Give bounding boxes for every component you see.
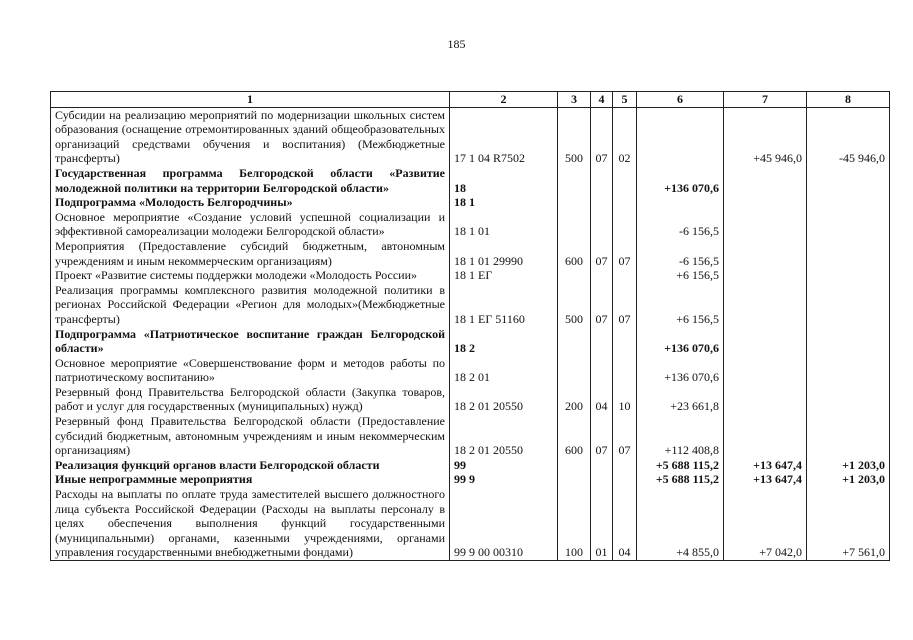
cell-col-7: +13 647,4 [724,458,807,473]
table-row [51,458,890,473]
header-col-4: 4 [591,92,613,108]
cell-col-8: +7 561,0 [807,487,890,560]
cell-col-6: +5 688 115,2 [637,472,724,487]
cell-col-4: 04 [591,385,613,414]
cell-col-7 [724,414,807,458]
cell-col-5 [613,356,637,385]
cell-col-3: 600 [558,239,591,268]
cell-description: Основное мероприятие «Совершенствование форм и методов работы по патриотическому воспитанию» [51,356,450,385]
cell-col-6: +136 070,6 [637,166,724,195]
cell-col-7 [724,283,807,327]
cell-col-5: 10 [613,385,637,414]
cell-description: Иные непрограммные мероприятия [51,472,450,487]
cell-col-5 [613,327,637,356]
cell-col-5: 07 [613,239,637,268]
cell-col-4 [591,472,613,487]
cell-col-8 [807,356,890,385]
cell-col-4 [591,356,613,385]
cell-col-7 [724,210,807,239]
cell-col-8 [807,239,890,268]
cell-col-7: +13 647,4 [724,472,807,487]
cell-col-4 [591,166,613,195]
cell-col-3 [558,458,591,473]
cell-col-8 [807,327,890,356]
cell-col-6: +6 156,5 [637,268,724,283]
cell-col-6: +4 855,0 [637,487,724,560]
header-col-6: 6 [637,92,724,108]
cell-code: 18 1 01 [450,210,558,239]
cell-col-4: 07 [591,107,613,166]
cell-col-8: -45 946,0 [807,107,890,166]
cell-col-8 [807,385,890,414]
cell-col-7 [724,356,807,385]
cell-col-5 [613,210,637,239]
cell-col-4: 01 [591,487,613,560]
header-col-1: 1 [51,92,450,108]
cell-description: Реализация функций органов власти Белгородской области [51,458,450,473]
header-col-5: 5 [613,92,637,108]
table-row [51,487,890,560]
cell-col-6: -6 156,5 [637,210,724,239]
cell-col-3 [558,356,591,385]
cell-col-8 [807,195,890,210]
cell-col-4 [591,268,613,283]
cell-col-5 [613,458,637,473]
cell-col-6 [637,195,724,210]
cell-description: Подпрограмма «Патриотическое воспитание граждан Белгородской области» [51,327,450,356]
page-number: 185 [447,37,466,51]
cell-col-5: 07 [613,283,637,327]
table-row [51,210,890,239]
cell-col-8: +1 203,0 [807,472,890,487]
cell-description: Подпрограмма «Молодость Белгородчины» [51,195,450,210]
cell-col-6: +5 688 115,2 [637,458,724,473]
cell-col-7 [724,239,807,268]
cell-code: 99 9 00 00310 [450,487,558,560]
cell-col-5: 02 [613,107,637,166]
cell-col-7 [724,268,807,283]
cell-col-8 [807,283,890,327]
cell-col-8 [807,268,890,283]
cell-code: 99 [450,458,558,473]
cell-code: 18 1 01 29990 [450,239,558,268]
cell-col-4 [591,195,613,210]
table-row [51,268,890,283]
cell-col-6: -6 156,5 [637,239,724,268]
cell-description: Резервный фонд Правительства Белгородской области (Предоставление субсидий бюджетным, автономным учреждениям и иным некоммерческим организациям) [51,414,450,458]
cell-code: 18 1 ЕГ [450,268,558,283]
cell-col-4 [591,458,613,473]
table-row [51,239,890,268]
cell-col-6: +6 156,5 [637,283,724,327]
cell-col-3: 500 [558,107,591,166]
cell-col-7 [724,166,807,195]
cell-col-8: +1 203,0 [807,458,890,473]
cell-col-4 [591,327,613,356]
cell-col-7 [724,327,807,356]
cell-col-8 [807,414,890,458]
cell-code: 18 2 01 20550 [450,385,558,414]
cell-col-6: +112 408,8 [637,414,724,458]
table-row [51,107,890,166]
cell-col-4 [591,210,613,239]
header-col-2: 2 [450,92,558,108]
cell-col-5 [613,472,637,487]
cell-col-3 [558,472,591,487]
cell-description: Государственная программа Белгородской области «Развитие молодежной политики на территории Белгородской области» [51,166,450,195]
cell-col-7: +45 946,0 [724,107,807,166]
budget-table [50,91,890,561]
cell-code: 18 2 [450,327,558,356]
cell-description: Мероприятия (Предоставление субсидий бюджетным, автономным учреждениям и иным некоммерческим организациям) [51,239,450,268]
cell-code: 99 9 [450,472,558,487]
cell-col-5 [613,195,637,210]
cell-col-5: 07 [613,414,637,458]
cell-code: 18 2 01 [450,356,558,385]
header-col-7: 7 [724,92,807,108]
cell-col-7: +7 042,0 [724,487,807,560]
header-col-8: 8 [807,92,890,108]
header-row [51,92,890,108]
cell-code: 17 1 04 R7502 [450,107,558,166]
cell-col-3 [558,268,591,283]
cell-description: Реализация программы комплексного развития молодежной политики в регионах Российской Федерации «Регион для молодых»(Межбюджетные трансферты) [51,283,450,327]
cell-col-4: 07 [591,283,613,327]
cell-col-7 [724,385,807,414]
cell-col-6: +136 070,6 [637,327,724,356]
cell-col-6 [637,107,724,166]
table-row [51,385,890,414]
cell-col-3 [558,195,591,210]
cell-col-3 [558,210,591,239]
cell-code: 18 2 01 20550 [450,414,558,458]
table-row [51,166,890,195]
cell-col-7 [724,195,807,210]
cell-code: 18 [450,166,558,195]
cell-col-3 [558,327,591,356]
cell-col-3: 500 [558,283,591,327]
cell-col-4: 07 [591,239,613,268]
table-row [51,195,890,210]
cell-code: 18 1 [450,195,558,210]
cell-col-3: 100 [558,487,591,560]
cell-col-6: +136 070,6 [637,356,724,385]
cell-description: Основное мероприятие «Создание условий успешной социализации и эффективной самореализации молодежи Белгородской области» [51,210,450,239]
table-row [51,356,890,385]
cell-col-5 [613,268,637,283]
cell-description: Проект «Развитие системы поддержки молодежи «Молодость России» [51,268,450,283]
table-row [51,472,890,487]
table-row [51,414,890,458]
cell-col-4: 07 [591,414,613,458]
table-row [51,283,890,327]
cell-col-8 [807,210,890,239]
cell-code: 18 1 ЕГ 51160 [450,283,558,327]
cell-col-5 [613,166,637,195]
cell-col-3: 200 [558,385,591,414]
cell-col-3 [558,166,591,195]
table-row [51,327,890,356]
cell-description: Резервный фонд Правительства Белгородской области (Закупка товаров, работ и услуг для государственных (муниципальных) нужд) [51,385,450,414]
cell-col-3: 600 [558,414,591,458]
cell-description: Субсидии на реализацию мероприятий по модернизации школьных систем образования (оснащение отремонтированных зданий общеобразовательных организаций средствами обучения и воспитания) (Межбюджетные трансферты) [51,107,450,166]
header-col-3: 3 [558,92,591,108]
cell-col-6: +23 661,8 [637,385,724,414]
cell-col-5: 04 [613,487,637,560]
cell-description: Расходы на выплаты по оплате труда заместителей высшего должностного лица субъекта Российской Федерации (Расходы на выплаты персоналу в целях обеспечения выполнения функций государственными (муниципальными) органами, казенными учреждениями, органами управления государственными внебюджетными фондами) [51,487,450,560]
cell-col-8 [807,166,890,195]
